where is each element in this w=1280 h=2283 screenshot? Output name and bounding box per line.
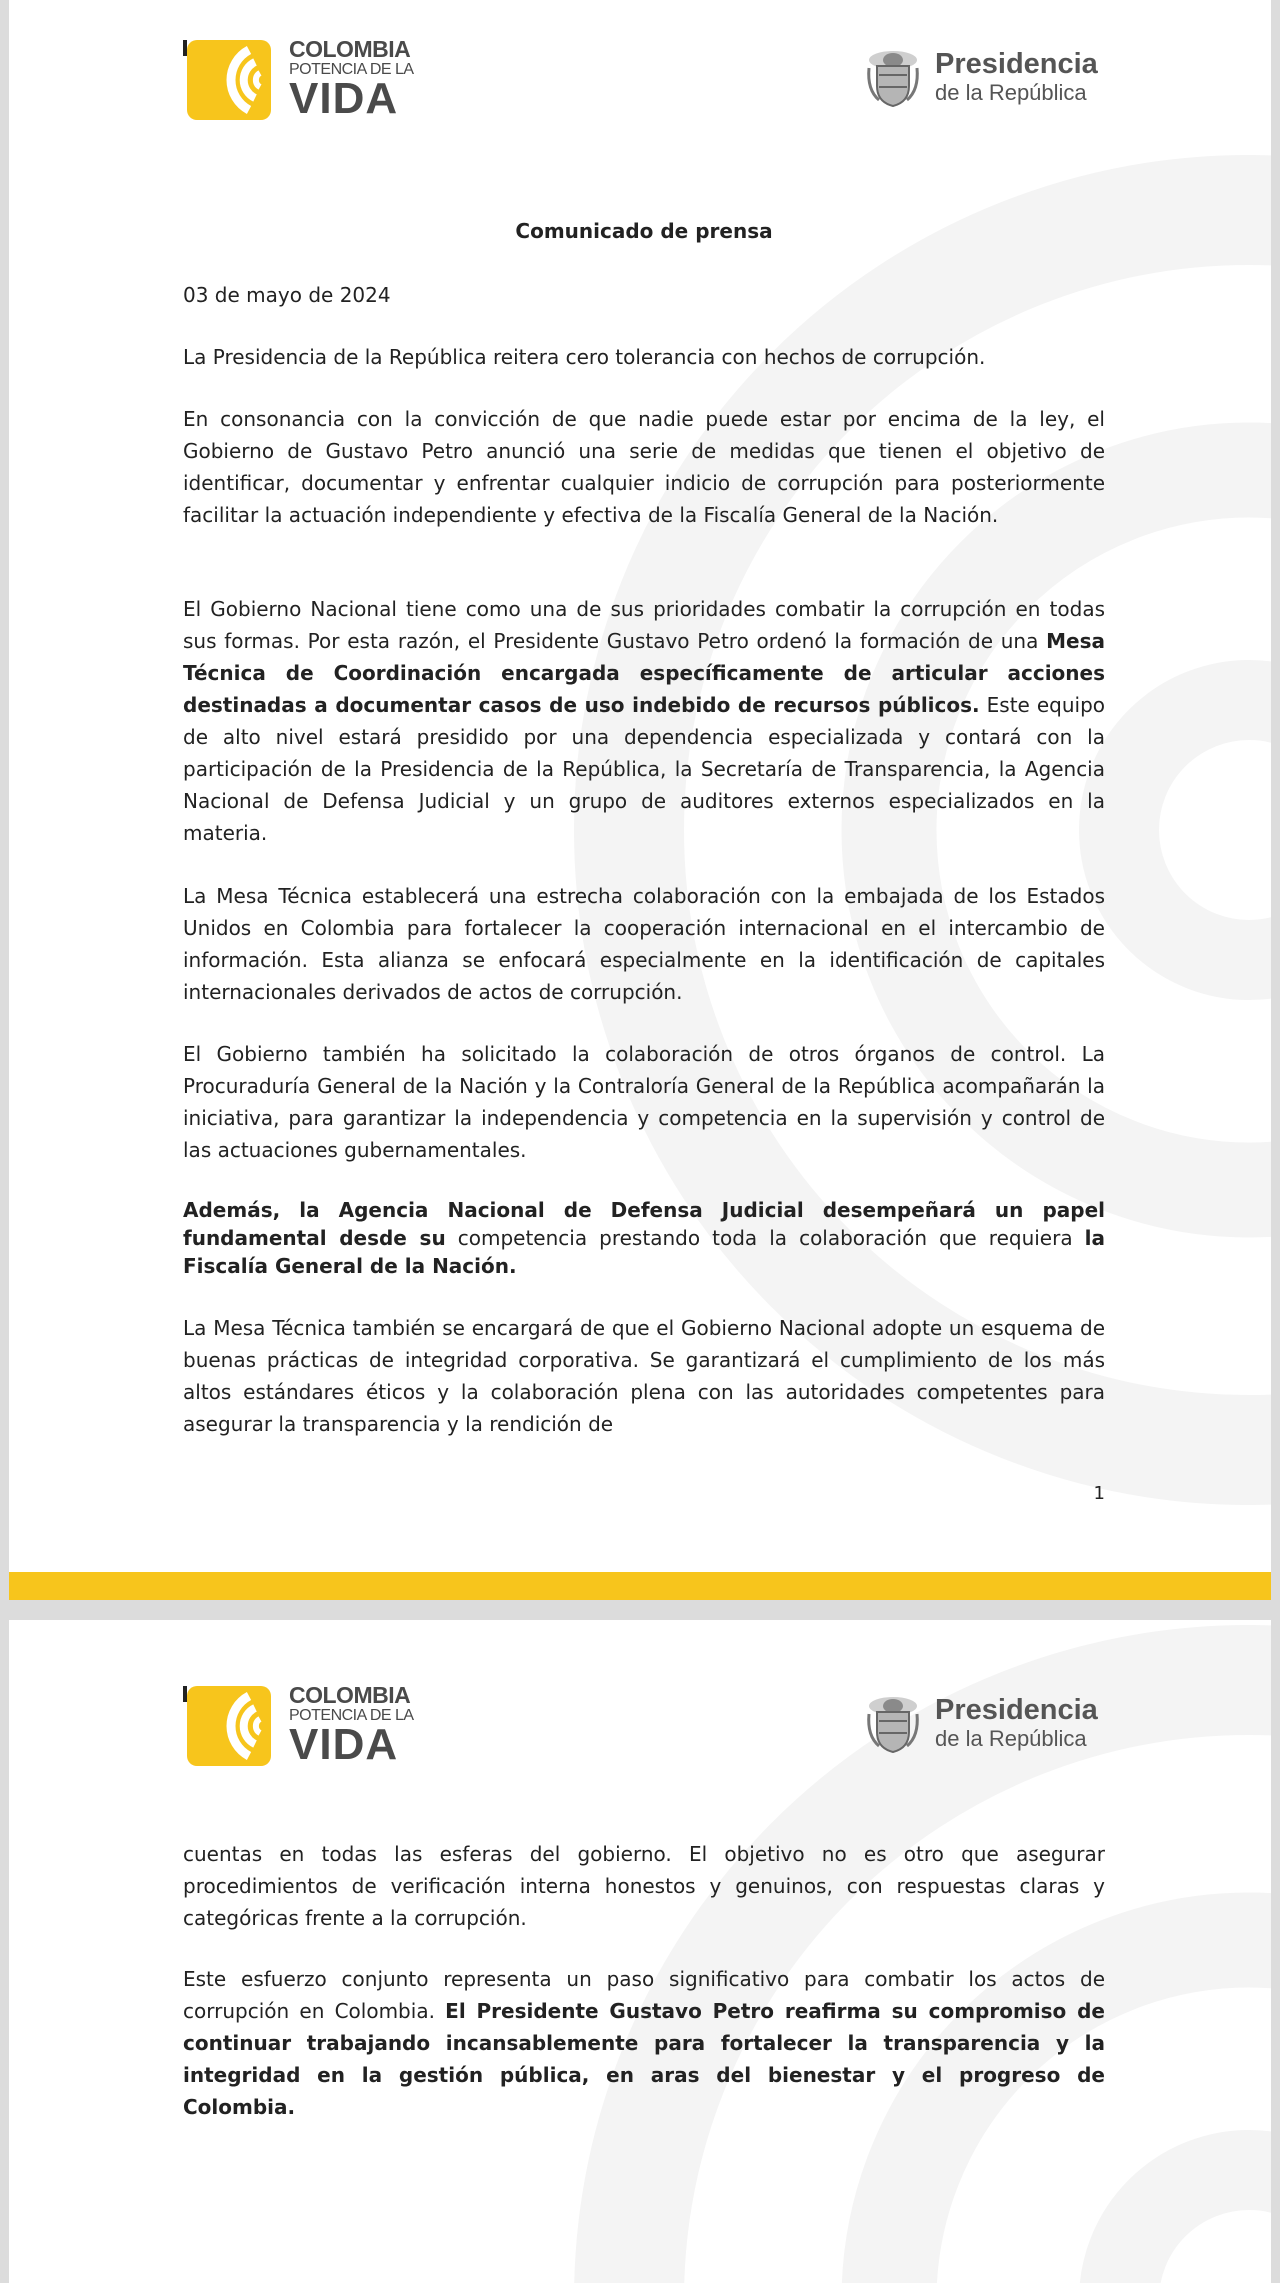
paragraph-6-part: competencia prestando toda la colaboración que requiera [445, 1226, 1085, 1250]
de-la-republica-label: de la República [935, 80, 1087, 105]
presidencia-logo [865, 1694, 1105, 1764]
paragraph-6-bold-2: la Fiscalía General de la Nación. [183, 1226, 1105, 1278]
presidencia-label: Presidencia [935, 48, 1098, 80]
presidencia-label: Presidencia [935, 1694, 1098, 1726]
document-page-2 [9, 1620, 1271, 2283]
coat-of-arms-icon [865, 1694, 921, 1754]
paragraph-9 [183, 1963, 1105, 2123]
paragraph-3 [183, 593, 1105, 849]
colombia-potencia-de-la-vida-logo [183, 36, 433, 126]
logo-line-1: COLOMBIA [289, 36, 411, 62]
coat-of-arms-icon [865, 48, 921, 108]
paragraph-2: En consonancia con la convicción de que nadie puede estar por encima de la ley, el Gobierno de Gustavo Petro anunció una serie de medidas que tienen el objetivo de identificar, documentar y enfrentar cualquier indicio de corrupción para posteriormente facilitar la actuación independiente y efectiva de la Fiscalía General de la Nación. [183, 407, 1105, 527]
paragraph-9-part: Este esfuerzo conjunto representa un paso significativo para combatir los actos de corrupción en Colombia. [183, 1967, 1105, 2023]
document-title: Comunicado de prensa [515, 219, 773, 243]
colombia-vida-logo-mark [183, 1686, 271, 1766]
logo-line-2: POTENCIA DE LA [289, 61, 414, 78]
paragraph-9-bold: El Presidente Gustavo Petro reafirma su compromiso de continuar trabajando incansablemente para fortalecer la transparencia y la integridad en la gestión pública, en aras del bienestar y el progreso de Colombia. [183, 1999, 1105, 2119]
paragraph-8: cuentas en todas las esferas del gobierno. El objetivo no es otro que asegurar procedimientos de verificación interna honestos y genuinos, con respuestas claras y categóricas frente a la corrupción. [183, 1842, 1105, 1930]
document-date: 03 de mayo de 2024 [183, 283, 391, 307]
footer-accent-bar [9, 1572, 1271, 1600]
presidencia-logo [865, 48, 1105, 118]
colombia-potencia-de-la-vida-logo [183, 1682, 433, 1772]
de-la-republica-label: de la República [935, 1726, 1087, 1751]
paragraph-3-bold: Mesa Técnica de Coordinación encargada específicamente de articular acciones destinadas a documentar casos de uso indebido de recursos públicos. [183, 629, 1105, 717]
paragraph-1: La Presidencia de la República reitera cero tolerancia con hechos de corrupción. [183, 345, 986, 369]
paragraph-6-bold-1: Además, la Agencia Nacional de Defensa Judicial desempeñará un papel fundamental desde su [183, 1198, 1105, 1250]
paragraph-4: La Mesa Técnica establecerá una estrecha colaboración con la embajada de los Estados Unidos en Colombia para fortalecer la cooperación internacional en el intercambio de información. Esta alianza se enfocará especialmente en la identificación de capitales internacionales derivados de actos de corrupción. [183, 884, 1105, 1004]
logo-line-1: COLOMBIA [289, 1682, 411, 1708]
page-number: 1 [1093, 1483, 1105, 1504]
paragraph-3-part-1: El Gobierno Nacional tiene como una de sus prioridades combatir la corrupción en todas sus formas. Por esta razón, el Presidente Gustavo Petro ordenó la formación de una [183, 597, 1105, 653]
document-page-1 [9, 0, 1271, 1600]
logo-line-2: POTENCIA DE LA [289, 1707, 414, 1724]
paragraph-6 [183, 1196, 1105, 1280]
colombia-vida-logo-mark [183, 40, 271, 120]
paragraph-3-part-2: Este equipo de alto nivel estará presidido por una dependencia especializada y contará con la participación de la Presidencia de la República, la Secretaría de Transparencia, la Agencia Nacional de Defensa Judicial y un grupo de auditores externos especializados en la materia. [183, 693, 1105, 845]
logo-line-3: VIDA [289, 74, 399, 123]
paragraph-7: La Mesa Técnica también se encargará de que el Gobierno Nacional adopte un esquema de buenas prácticas de integridad corporativa. Se garantizará el cumplimiento de los más altos estándares éticos y la colaboración plena con las autoridades competentes para asegurar la transparencia y la rendición de [183, 1316, 1105, 1436]
logo-line-3: VIDA [289, 1720, 399, 1769]
paragraph-5: El Gobierno también ha solicitado la colaboración de otros órganos de control. La Procuraduría General de la Nación y la Contraloría General de la República acompañarán la iniciativa, para garantizar la independencia y competencia en la supervisión y control de las actuaciones gubernamentales. [183, 1042, 1105, 1162]
